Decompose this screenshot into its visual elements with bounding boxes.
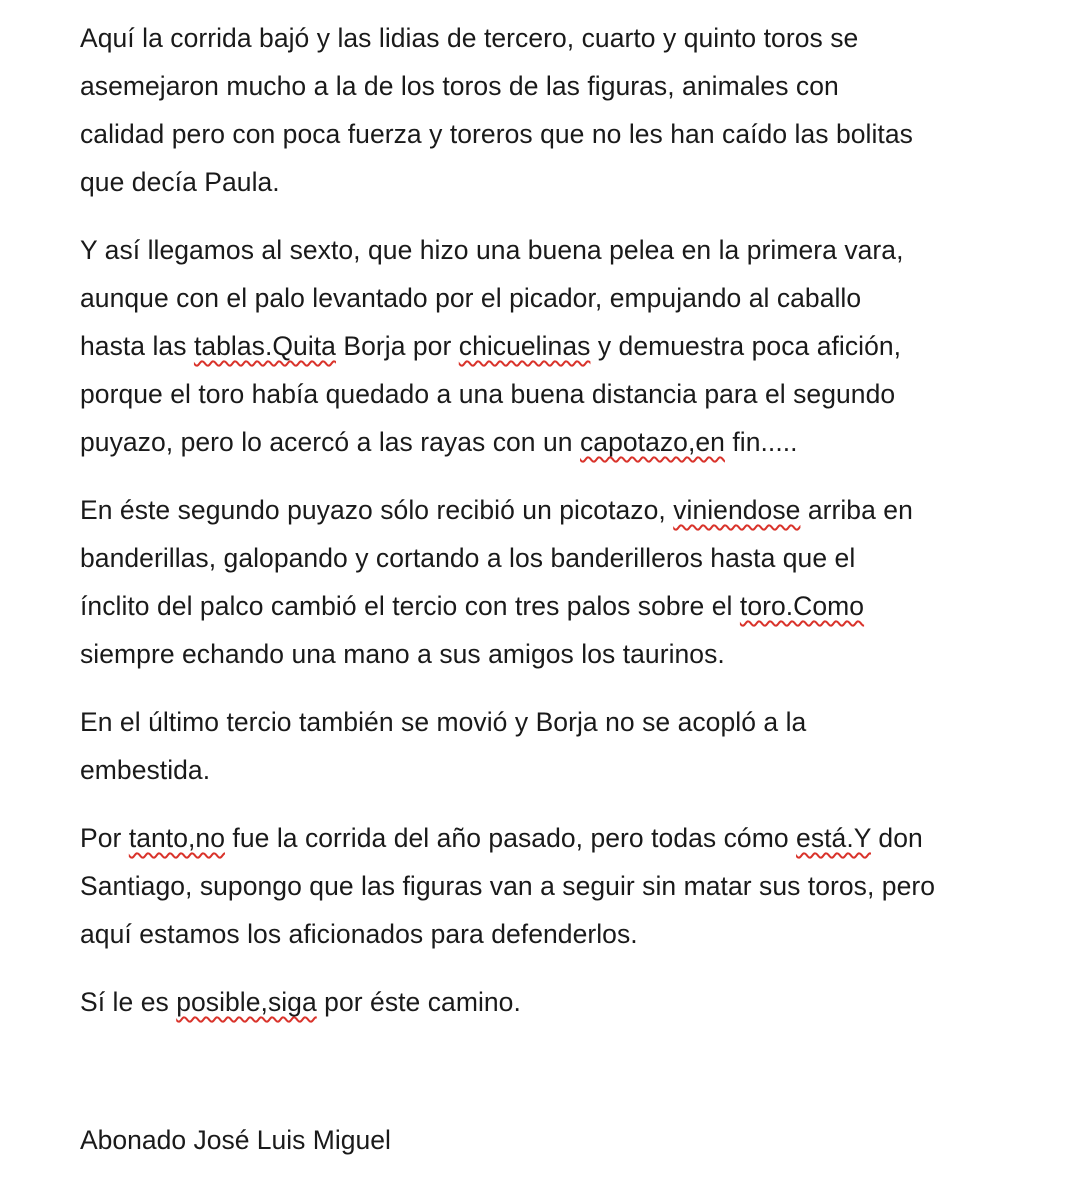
paragraph bbox=[80, 226, 1020, 466]
text-run: Sí le es bbox=[80, 987, 177, 1017]
text-line bbox=[80, 978, 1020, 1026]
text-run: fin..... bbox=[724, 427, 798, 457]
text-line bbox=[80, 814, 1020, 862]
misspelled-word: posible,siga bbox=[176, 987, 317, 1017]
text-line bbox=[80, 14, 1020, 62]
text-line bbox=[80, 158, 1020, 206]
text-line bbox=[80, 370, 1020, 418]
text-run: Santiago, supongo que las figuras van a seguir sin matar sus toros, pero bbox=[80, 871, 936, 901]
misspelled-word: capotazo,en bbox=[580, 427, 725, 457]
text-run: que decía Paula. bbox=[80, 167, 280, 197]
text-line bbox=[80, 630, 1020, 678]
misspelled-word: toro.Como bbox=[739, 591, 865, 621]
text-run: calidad pero con poca fuerza y toreros que no les han caído las bolitas bbox=[80, 119, 913, 149]
text-run: En el último tercio también se movió y Borja no se acopló a la bbox=[80, 707, 807, 737]
text-line bbox=[80, 698, 1020, 746]
text-line bbox=[80, 226, 1020, 274]
text-run: Y así llegamos al sexto, que hizo una buena pelea en la primera vara, bbox=[80, 235, 904, 265]
text-run: fue la corrida del año pasado, pero todas cómo bbox=[225, 823, 797, 853]
text-line bbox=[80, 582, 1020, 630]
paragraph bbox=[80, 978, 1020, 1026]
misspelled-word: chicuelinas bbox=[458, 331, 591, 361]
paragraph bbox=[80, 698, 1020, 794]
text-run: don bbox=[871, 823, 923, 853]
text-run: embestida. bbox=[80, 755, 211, 785]
text-line bbox=[80, 746, 1020, 794]
text-line bbox=[80, 62, 1020, 110]
text-line bbox=[80, 910, 1020, 958]
signature: Abonado José Luis Miguel bbox=[80, 1125, 391, 1155]
text-run: puyazo, pero lo acercó a las rayas con un bbox=[80, 427, 580, 457]
text-run: arriba en bbox=[800, 495, 913, 525]
text-line bbox=[80, 862, 1020, 910]
misspelled-word: está.Y bbox=[796, 823, 871, 853]
text-line bbox=[80, 110, 1020, 158]
text-run: aunque con el palo levantado por el picador, empujando al caballo bbox=[80, 283, 862, 313]
text-run: siempre echando una mano a sus amigos los taurinos. bbox=[80, 639, 725, 669]
text-run: Aquí la corrida bajó y las lidias de tercero, cuarto y quinto toros se bbox=[80, 23, 859, 53]
text-run: asemejaron mucho a la de los toros de las figuras, animales con bbox=[80, 71, 839, 101]
paragraph bbox=[80, 814, 1020, 958]
text-run: aquí estamos los aficionados para defenderlos. bbox=[80, 919, 638, 949]
text-line bbox=[80, 322, 1020, 370]
misspelled-word: viniendose bbox=[673, 495, 801, 525]
text-line bbox=[80, 486, 1020, 534]
text-line bbox=[80, 418, 1020, 466]
paragraph bbox=[80, 486, 1020, 678]
text-run: ínclito del palco cambió el tercio con tres palos sobre el bbox=[80, 591, 740, 621]
text-run: y demuestra poca afición, bbox=[590, 331, 902, 361]
text-run: hasta las bbox=[80, 331, 194, 361]
text-line bbox=[80, 274, 1020, 322]
misspelled-word: tanto,no bbox=[128, 823, 225, 853]
text-line bbox=[80, 534, 1020, 582]
misspelled-word: tablas.Quita bbox=[193, 331, 336, 361]
text-run: Borja por bbox=[335, 331, 459, 361]
text-run: Por bbox=[80, 823, 129, 853]
document-body bbox=[80, 14, 1020, 1046]
text-run: por éste camino. bbox=[316, 987, 521, 1017]
text-run: banderillas, galopando y cortando a los banderilleros hasta que el bbox=[80, 543, 856, 573]
text-run: En éste segundo puyazo sólo recibió un picotazo, bbox=[80, 495, 674, 525]
paragraph bbox=[80, 14, 1020, 206]
text-run: porque el toro había quedado a una buena distancia para el segundo bbox=[80, 379, 896, 409]
